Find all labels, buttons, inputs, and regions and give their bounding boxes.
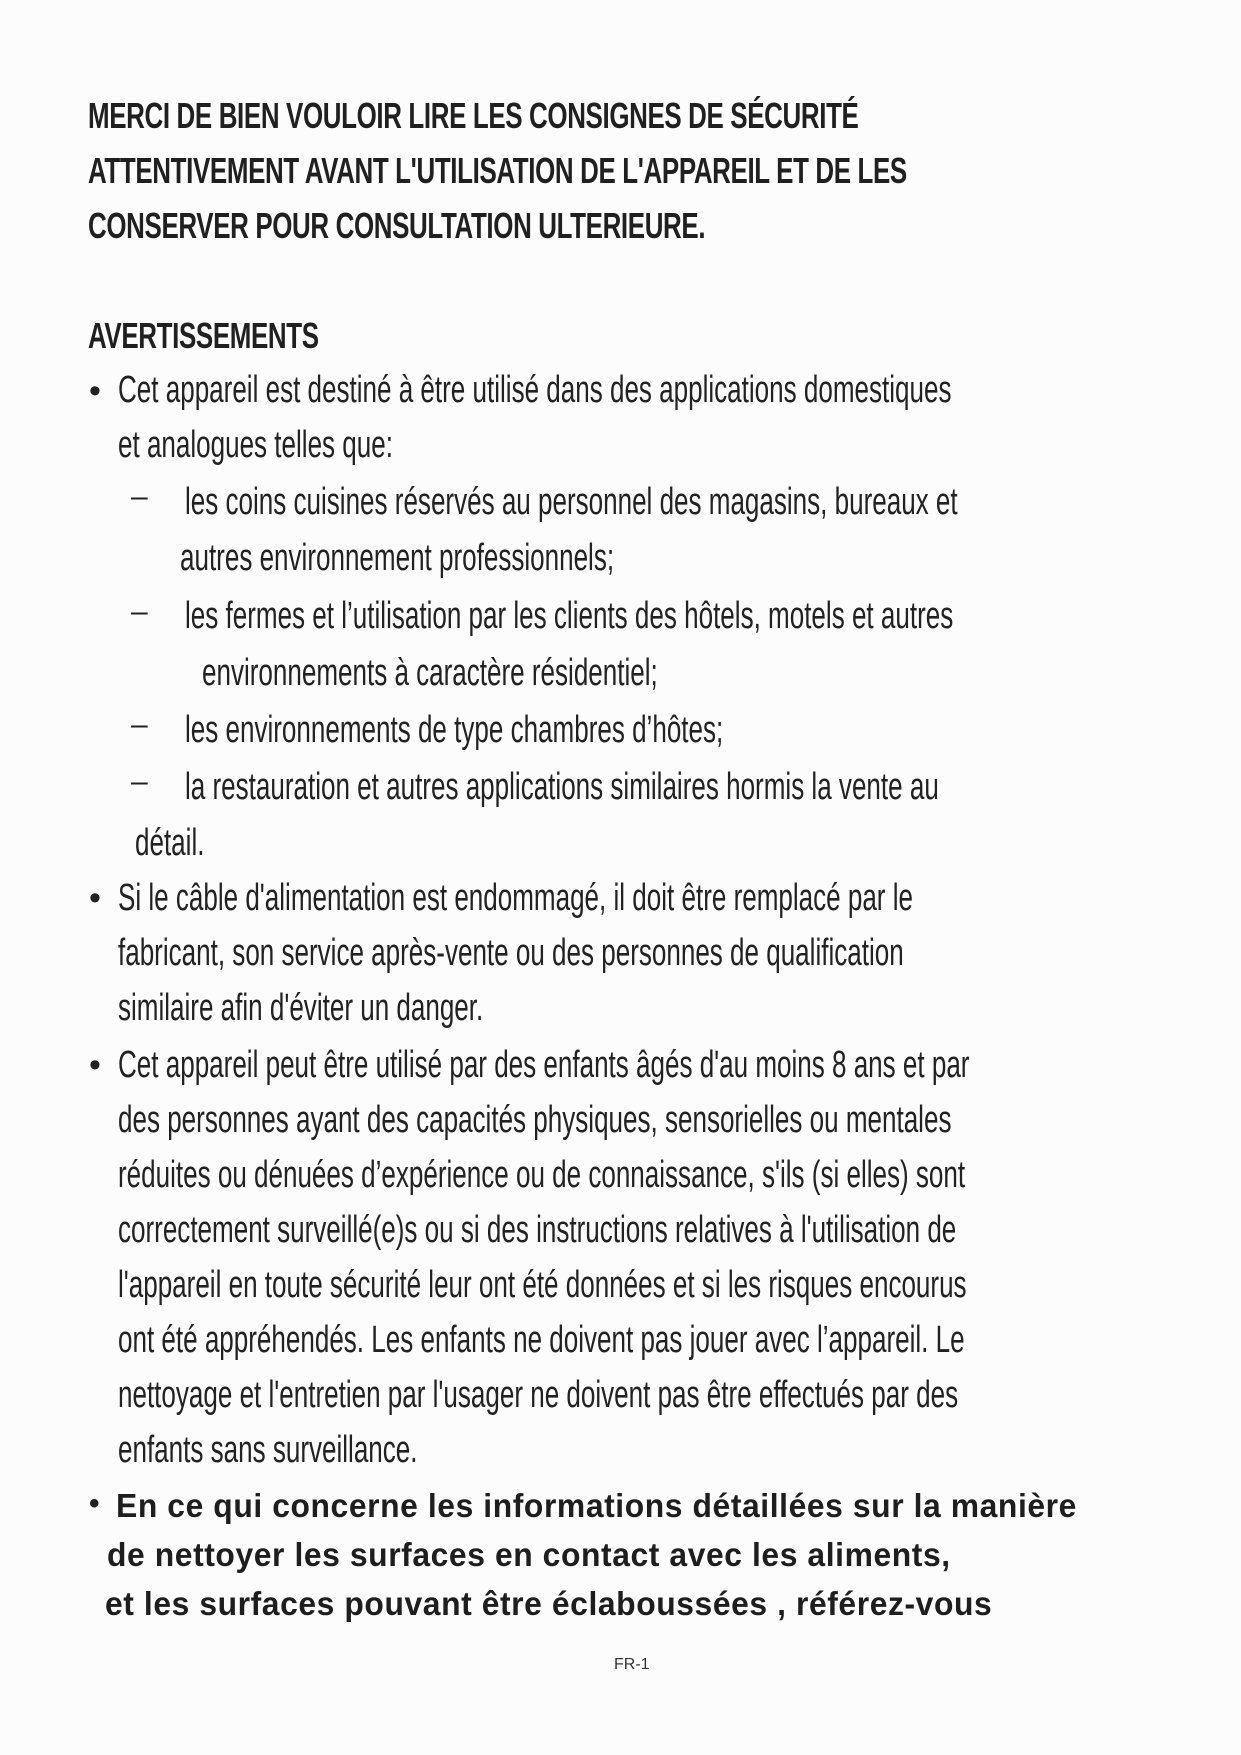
- item3-line-4: correctement surveillé(e)s ou si des instructions relatives à l'utilisation de: [118, 1209, 957, 1251]
- header-line-3: CONSERVER POUR CONSULTATION ULTERIEURE.: [88, 205, 706, 246]
- bullet-icon: •: [89, 372, 101, 410]
- item3-line-6: ont été appréhendés. Les enfants ne doivent pas jouer avec l’appareil. Le: [118, 1319, 965, 1361]
- item4-line-1: En ce qui concerne les informations détaillées sur la manière: [116, 1487, 1077, 1524]
- item4-line-3: et les surfaces pouvant être éclaboussées , référez-vous: [105, 1585, 993, 1622]
- item3-line-7: nettoyage et l'entretien par l'usager ne doivent pas être effectués par des: [118, 1374, 959, 1416]
- item2-line-1: Si le câble d'alimentation est endommagé, il doit être remplacé par le: [118, 877, 913, 919]
- item3-line-5: l'appareil en toute sécurité leur ont été données et si les risques encourus: [118, 1264, 967, 1306]
- item1-line-1: Cet appareil est destiné à être utilisé dans des applications domestiques: [118, 369, 952, 411]
- header-line-2: ATTENTIVEMENT AVANT L'UTILISATION DE L'APPAREIL ET DE LES: [88, 150, 907, 191]
- dash-icon: –: [131, 708, 148, 741]
- bullet-icon: •: [89, 1046, 101, 1084]
- subitem2-line-2: environnements à caractère résidentiel;: [202, 652, 658, 694]
- dash-icon: –: [131, 480, 148, 513]
- item2-line-3: similaire afin d'éviter un danger.: [118, 987, 484, 1029]
- header-line-1: MERCI DE BIEN VOULOIR LIRE LES CONSIGNES DE SÉCURITÉ: [88, 95, 859, 136]
- section-title: AVERTISSEMENTS: [88, 315, 319, 356]
- subitem1-line-2: autres environnement professionnels;: [180, 537, 615, 579]
- subitem4-line-2: détail.: [135, 822, 205, 864]
- dash-icon: –: [131, 595, 148, 628]
- item4-line-2: de nettoyer les surfaces en contact avec les aliments,: [107, 1536, 951, 1573]
- dash-icon: –: [131, 765, 148, 798]
- bullet-icon: •: [89, 879, 101, 917]
- item3-line-2: des personnes ayant des capacités physiques, sensorielles ou mentales: [118, 1099, 952, 1141]
- subitem1-line-1: les coins cuisines réservés au personnel des magasins, bureaux et: [185, 481, 958, 523]
- subitem4-line-1: la restauration et autres applications similaires hormis la vente au: [185, 766, 939, 808]
- item3-line-1: Cet appareil peut être utilisé par des enfants âgés d'au moins 8 ans et par: [118, 1044, 970, 1086]
- bullet-icon: •: [89, 1487, 100, 1520]
- item3-line-3: réduites ou dénuées d’expérience ou de connaissance, s'ils (si elles) sont: [118, 1154, 966, 1196]
- subitem3-line-1: les environnements de type chambres d’hôtes;: [185, 709, 724, 751]
- item1-line-2: et analogues telles que:: [118, 424, 393, 466]
- item2-line-2: fabricant, son service après-vente ou des personnes de qualification: [118, 932, 904, 974]
- item3-line-8: enfants sans surveillance.: [118, 1429, 418, 1471]
- subitem2-line-1: les fermes et l’utilisation par les clients des hôtels, motels et autres: [185, 595, 954, 637]
- page-number: FR-1: [614, 1656, 650, 1673]
